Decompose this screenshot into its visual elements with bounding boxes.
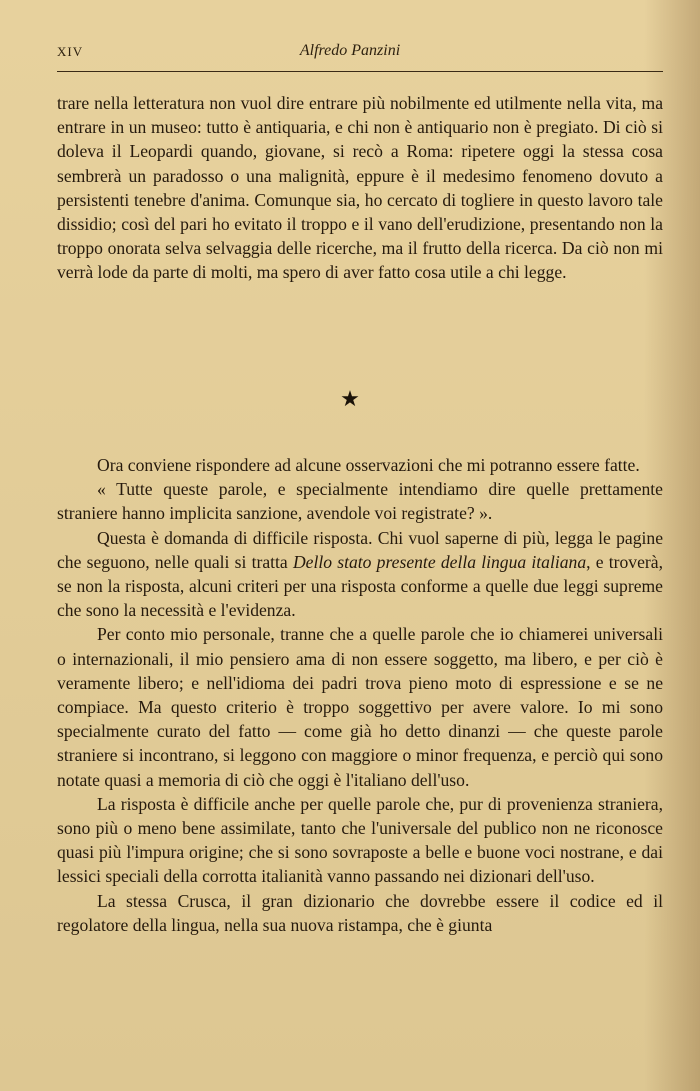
paragraph bbox=[57, 526, 663, 623]
paragraph: trare nella letteratura non vuol dire entrare più nobilmente ed utilmente nella vita, ma entrare in un museo: tutto è antiquaria, e chi non è antiquario non è pregiato. Di ciò si doleva il Leopardi quando, giovane, si recò a Roma: ripetere oggi la stessa cosa sembrerà un paradosso o una malignità, eppure è il medesimo fenomeno dovuto a persistenti tenebre d'anima. Comunque sia, ho cercato di togliere in questo lavoro tale dissidio; così del pari ho evitato il troppo e il vano dell'erudizione, presentando non la troppo onorata selva selvaggia delle ricerche, ma il frutto della ricerca. Da ciò non mi verrà lode da parte di molti, ma spero di aver fatto cosa utile a chi legge. bbox=[57, 93, 663, 283]
page-header bbox=[0, 0, 700, 80]
paragraph-quote: « Tutte queste parole, e specialmente intendiamo dire quelle prettamente straniere hanno implicita sanzione, avendole voi registrate? ». bbox=[57, 479, 663, 524]
paragraph: La stessa Crusca, il gran dizionario che dovrebbe essere il codice ed il regolatore della lingua, nella sua nuova ristampa, che è giunta bbox=[57, 890, 663, 935]
page-number: XIV bbox=[57, 44, 84, 59]
paragraph: Ora conviene rispondere ad alcune osservazioni che mi potranno essere fatte. bbox=[97, 455, 640, 475]
header-rule bbox=[57, 71, 663, 72]
paragraph-text: , e troverà, se non la risposta, alcuni criteri per una risposta conforme a quelle due leggi supreme che sono la necessità e l'evidenza. bbox=[57, 551, 663, 621]
section-separator-star: ★ bbox=[340, 386, 360, 411]
book-title: Dello stato presente della lingua italiana bbox=[292, 551, 587, 572]
paragraph: La risposta è difficile anche per quelle parole che, pur di provenienza straniera, sono più o meno bene assimilate, tanto che l'universale del publico non ne riconosce quasi più l'impura origine; che si sono sovraposte a belle e buone voci nostrane, e dai lessici speciali della corrotta italianità vanno passando nei dizionari dell'uso. bbox=[57, 793, 663, 887]
text-block-main bbox=[57, 453, 663, 937]
text-block-top bbox=[57, 91, 663, 285]
running-head: Alfredo Panzini bbox=[299, 42, 401, 59]
paragraph: Per conto mio personale, tranne che a quelle parole che io chiamerei universali o internazionali, il mio pensiero ama di non essere soggetto, ma libero, e per ciò è veramente libero; e nell'idioma dei padri trova pieno moto di espressione e se ne compiace. Ma questo criterio è troppo soggettivo per avere valore. Io mi sono specialmente curato del fatto — come già ho detto dinanzi — che queste parole straniere si incontrano, si leggono con maggiore o minor frequenza, e perciò qui sono notate quasi a memoria di ciò che oggi è l'italiano dell'uso. bbox=[57, 624, 663, 790]
paragraph-text: Questa è domanda di difficile risposta. Chi vuol saperne di più, legga le pagine che seguono, nelle quali si tratta bbox=[57, 527, 663, 572]
